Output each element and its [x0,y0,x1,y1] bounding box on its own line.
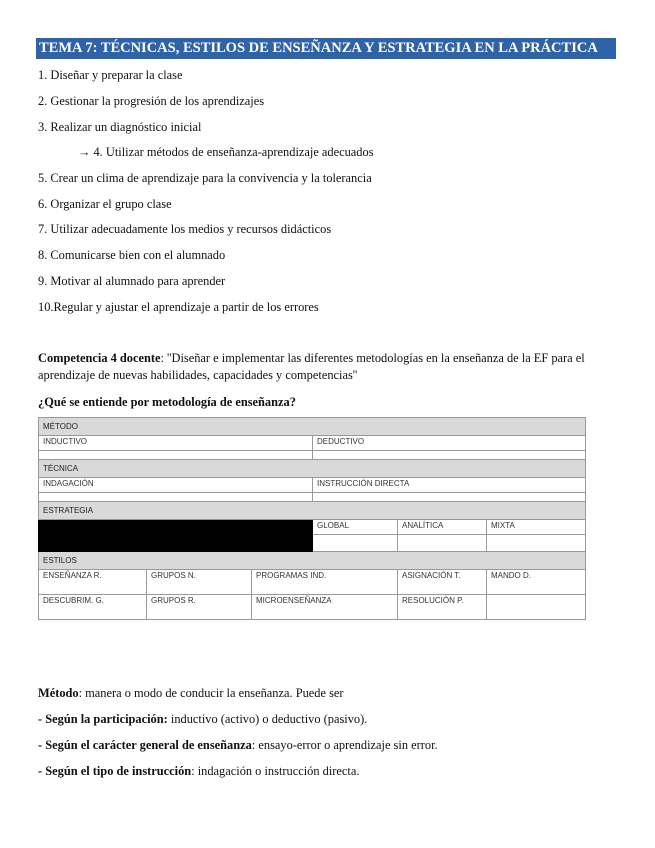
table-cell: DESCUBRIM. G. [39,595,147,620]
metodo-text: : manera o modo de conducir la enseñanza. Puede ser [78,686,344,700]
bullet-item: - Según la participación: inductivo (activo) o deductivo (pasivo). [38,712,368,726]
list-item: 10.Regular y ajustar el aprendizaje a partir de los errores [38,300,319,314]
table-cell: DEDUCTIVO [313,436,586,451]
question-heading: ¿Qué se entiende por metodología de enseñanza? [38,395,296,409]
list-item-highlight: → 4. Utilizar métodos de enseñanza-aprendizaje adecuados [78,145,374,159]
table-header-metodo: MÉTODO [39,418,586,436]
competencia-paragraph [38,350,618,384]
page-title: TEMA 7: TÉCNICAS, ESTILOS DE ENSEÑANZA Y ESTRATEGIA EN LA PRÁCTICA [36,38,616,59]
table-crop-edge [38,675,586,681]
table-cell [487,595,586,620]
metodo-definition [38,685,618,702]
list-item: 5. Crear un clima de aprendizaje para la convivencia y la tolerancia [38,171,372,185]
list-item: 1. Diseñar y preparar la clase [38,68,183,82]
methodology-table [38,417,586,620]
bullet-text: : ensayo-error o aprendizaje sin error. [251,738,438,752]
bullet-item: - Según el carácter general de enseñanza: ensayo-error o aprendizaje sin error. [38,738,438,752]
table-cell: RESOLUCIÓN P. [398,595,487,620]
table-cell: GRUPOS R. [147,595,252,620]
list-item: 8. Comunicarse bien con el alumnado [38,248,226,262]
list-item: 9. Motivar al alumnado para aprender [38,274,226,288]
table-cell: MICROENSEÑANZA [252,595,398,620]
table-cell [398,535,487,552]
bullet-text: inductivo (activo) o deductivo (pasivo). [167,712,368,726]
list-item: 6. Organizar el grupo clase [38,197,172,211]
table-cell: PROGRAMAS IND. [252,570,398,595]
table-cell [39,451,313,460]
table-cell [39,493,313,502]
table-header-tecnica: TÉCNICA [39,460,586,478]
list-item: 3. Realizar un diagnóstico inicial [38,120,202,134]
bullet-label: Según el carácter general de enseñanza [45,738,252,752]
table-cell [313,451,586,460]
competencia-label: Competencia 4 docente [38,351,161,365]
table-cell: MANDO D. [487,570,586,595]
bullet-label: Según el tipo de instrucción [45,764,192,778]
bullet-text: : indagación o instrucción directa. [191,764,360,778]
table-cell: INSTRUCCIÓN DIRECTA [313,478,586,493]
table-cell: INDUCTIVO [39,436,313,451]
table-cell [487,535,586,552]
table-cell [313,493,586,502]
list-item: 7. Utilizar adecuadamente los medios y recursos didácticos [38,222,332,236]
bullet-item: - Según el tipo de instrucción: indagación o instrucción directa. [38,764,360,778]
table-cell: MIXTA [487,520,586,535]
bullet-label: Según la participación: [45,712,168,726]
table-header-estrategia: ESTRATEGIA [39,502,586,520]
table-cell: ENSEÑANZA R. [39,570,147,595]
table-cell: ASIGNACIÓN T. [398,570,487,595]
table-cell: GRUPOS N. [147,570,252,595]
table-header-estilos: ESTILOS [39,552,586,570]
metodo-label: Método [38,686,79,700]
table-cell: INDAGACIÓN [39,478,313,493]
redacted-block [39,520,313,552]
list-item: 2. Gestionar la progresión de los aprendizajes [38,94,265,108]
table-cell: ANALÍTICA [398,520,487,535]
competencia-text: : ''Diseñar e implementar las diferentes metodologías en la enseñanza de la EF para el aprendizaje de nuevas habilidades, capacidades y competencias'' [38,351,585,382]
table-cell: GLOBAL [313,520,398,535]
table-cell [313,535,398,552]
